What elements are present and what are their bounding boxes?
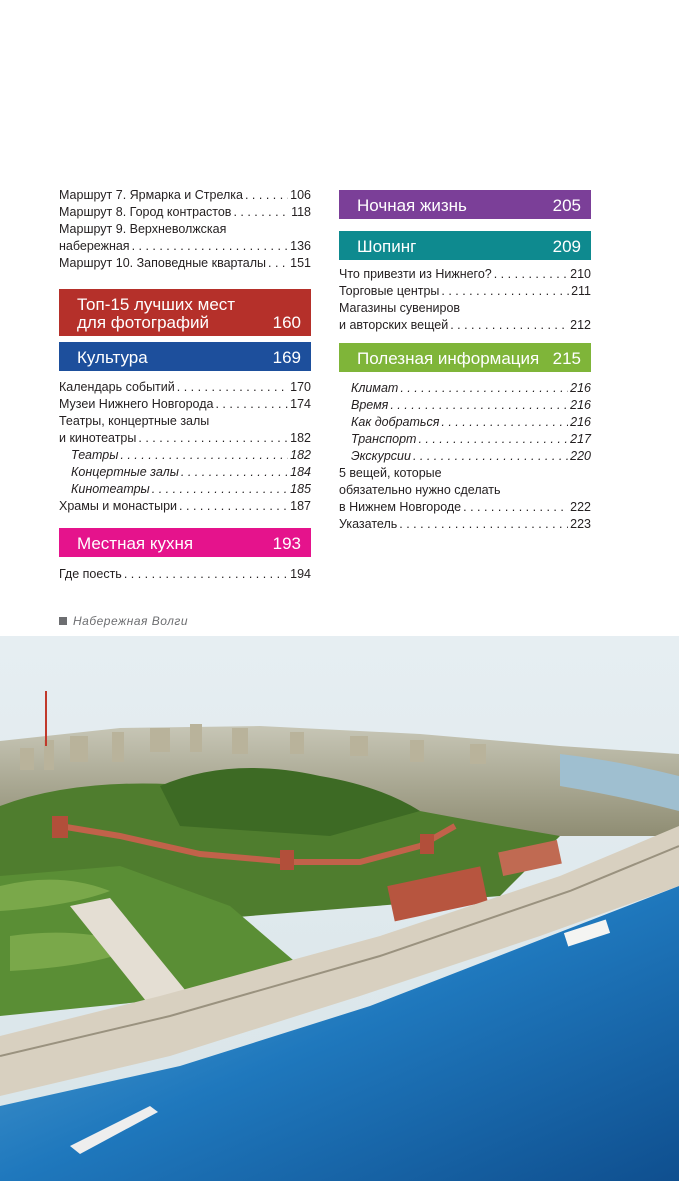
toc-subentry-cinemas[interactable] (59, 481, 311, 498)
entry-title: и кинотеатры (59, 431, 137, 445)
section-page: 209 (552, 237, 581, 256)
section-page: 215 (552, 349, 581, 368)
entry-page: 187 (290, 499, 311, 513)
entry-title: Где поесть (59, 567, 122, 581)
section-food[interactable] (59, 528, 311, 557)
section-page: 169 (272, 348, 301, 367)
caption-text: Набережная Волги (73, 614, 189, 628)
entry-title-line1: Маршрут 9. Верхневолжская (59, 222, 227, 236)
entry-page: 185 (290, 482, 311, 496)
section-shopping[interactable] (339, 231, 591, 260)
entry-page: 106 (290, 188, 311, 202)
section-page: 160 (272, 313, 301, 332)
entry-title: набережная (59, 239, 130, 253)
entry-page: 118 (291, 205, 311, 219)
toc-left-column (59, 187, 311, 583)
entry-page: 223 (570, 517, 591, 531)
toc-entry-temples[interactable] (59, 498, 311, 515)
entry-title: Театры (71, 448, 119, 462)
entry-title-line1: Театры, концертные залы (59, 414, 210, 428)
entry-title-line2: обязательно нужно сделать (339, 483, 501, 497)
toc-entry-index[interactable] (339, 516, 591, 533)
section-title: Ночная жизнь (357, 196, 467, 215)
entry-page: 216 (570, 398, 591, 412)
entry-title: Календарь событий (59, 380, 175, 394)
entry-page: 182 (290, 431, 311, 445)
section-page: 205 (552, 196, 581, 215)
entry-page: 136 (290, 239, 311, 253)
toc-entry-route-8[interactable] (59, 204, 311, 221)
entry-page: 182 (290, 448, 311, 462)
entry-page: 222 (570, 500, 591, 514)
entry-title: в Нижнем Новгороде (339, 500, 462, 514)
toc-entry-theatres-halls[interactable] (59, 413, 311, 447)
section-culture[interactable] (59, 342, 311, 371)
section-title: Местная кухня (77, 534, 194, 553)
entry-title: Маршрут 7. Ярмарка и Стрелка (59, 188, 243, 202)
section-top15[interactable] (59, 289, 311, 336)
entry-title: Маршрут 10. Заповедные кварталы (59, 256, 267, 270)
section-title: Полезная информация (357, 349, 540, 368)
toc-subentry-concert-halls[interactable] (59, 464, 311, 481)
volga-embankment-photo (0, 636, 679, 1181)
entry-page: 194 (290, 567, 311, 581)
entry-title-line1: 5 вещей, которые (339, 466, 442, 480)
entry-page: 216 (570, 415, 591, 429)
toc-subentry-climate[interactable] (339, 380, 591, 397)
entry-title: Концертные залы (71, 465, 179, 479)
section-nightlife[interactable] (339, 190, 591, 219)
entry-title: и авторских вещей (339, 318, 449, 332)
toc-entry-souvenirs-what[interactable] (339, 266, 591, 283)
entry-title: Музеи Нижнего Новгорода (59, 397, 214, 411)
entry-title: Время (351, 398, 389, 412)
section-title-line1: Топ-15 лучших мест (77, 295, 236, 314)
entry-title: Торговые центры (339, 284, 440, 298)
caption-square-icon (59, 617, 67, 625)
toc-entry-route-7[interactable] (59, 187, 311, 204)
entry-page: 216 (570, 381, 591, 395)
toc-entry-where-to-eat[interactable] (59, 566, 311, 583)
entry-page: 210 (570, 267, 591, 281)
section-useful-info[interactable] (339, 343, 591, 372)
entry-title: Храмы и монастыри (59, 499, 178, 513)
toc-entry-malls[interactable] (339, 283, 591, 300)
entry-page: 220 (570, 449, 591, 463)
entry-title-line1: Магазины сувениров (339, 301, 461, 315)
entry-page: 184 (290, 465, 311, 479)
toc-subentry-time[interactable] (339, 397, 591, 414)
entry-page: 151 (290, 256, 311, 270)
toc-subentry-theatres[interactable] (59, 447, 311, 464)
toc-entry-five-things[interactable] (339, 465, 591, 516)
entry-title: Экскурсии (351, 449, 411, 463)
toc-right-column (339, 190, 591, 533)
toc-entry-route-9[interactable] (59, 221, 311, 255)
entry-title: Кинотеатры (71, 482, 150, 496)
entry-title: Транспорт (351, 432, 417, 446)
entry-title: Указатель (339, 517, 398, 531)
toc-subentry-transport[interactable] (339, 431, 591, 448)
entry-title: Что привезти из Нижнего? (339, 267, 492, 281)
entry-page: 217 (570, 432, 591, 446)
toc-subentry-getting-there[interactable] (339, 414, 591, 431)
section-title: Культура (77, 348, 148, 367)
toc-entry-souvenir-shops[interactable] (339, 300, 591, 334)
section-page: 193 (272, 534, 301, 553)
entry-page: 212 (570, 318, 591, 332)
entry-page: 174 (290, 397, 311, 411)
toc-entry-route-10[interactable] (59, 255, 311, 272)
section-title: Шопинг (357, 237, 417, 256)
photo-caption (59, 614, 188, 628)
entry-page: 170 (290, 380, 311, 394)
entry-page: 211 (571, 284, 591, 298)
entry-title: Как добраться (351, 415, 440, 429)
entry-title: Климат (351, 381, 399, 395)
toc-entry-calendar[interactable] (59, 379, 311, 396)
entry-title: Маршрут 8. Город контрастов (59, 205, 232, 219)
toc-subentry-excursions[interactable] (339, 448, 591, 465)
toc-entry-museums[interactable] (59, 396, 311, 413)
section-title-line2: для фотографий (77, 313, 209, 332)
aerial-city-illustration (0, 636, 679, 1181)
